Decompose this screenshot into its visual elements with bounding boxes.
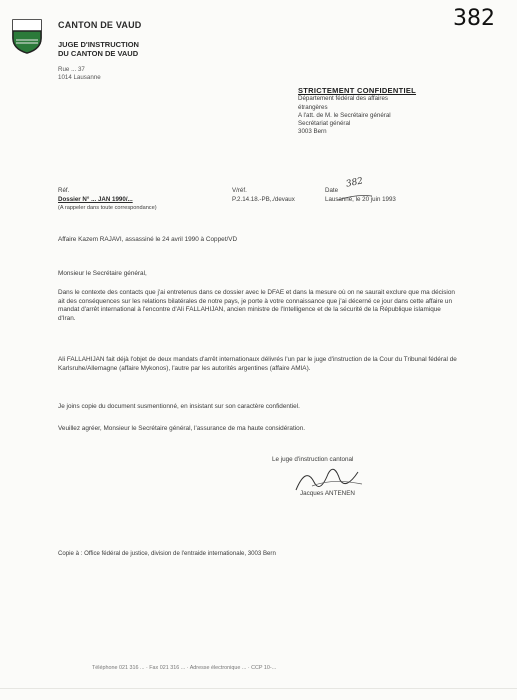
sender-address-line2: 1014 Lausanne [58,73,101,81]
sender-office-line1: JUGE D'INSTRUCTION [58,40,139,49]
ref-label: Réf. [58,187,70,194]
sender-office [58,40,178,58]
sender-office-line2: DU CANTON DE VAUD [58,49,139,58]
vref-block [232,187,295,204]
ref-note: (A rappeler dans toute correspondance) [58,205,157,211]
ref-value: Dossier N° ... JAN 1990/... [58,195,133,203]
canton-vaud-crest-icon [10,18,44,54]
date-label: Date [325,187,339,194]
signature-name: Jacques ANTENEN [300,490,355,497]
subject-line: Affaire Kazem RAJAVI, assassiné le 24 avril 1990 à Coppet/VD [58,236,238,243]
signature-title: Le juge d'instruction cantonal [272,456,354,463]
canton-name: CANTON DE VAUD [58,20,142,30]
recipient-line: Secrétariat général [298,120,351,128]
paragraph: Dans le contexte des contacts que j'ai entretenus dans ce dossier avec le DFAE et dans la mesure où on ne saurait exclure que ma décision ait des conséquences sur les relations bilatérales de notre pays, je porte à votre connaissance que j'ai décerné ce jour dans cette affaire un mandat d'arrêt international à l'encontre d'Ali FALLAHIJAN, ancien ministre de l'Intelligence et de la sécurité de la République islamique d'Iran. [58,289,455,322]
recipient-line: Département fédéral des affaires [298,95,388,103]
page-number: 382 [453,6,495,31]
recipient-block [298,87,416,137]
copy-line: Copie à : Office fédéral de justice, division de l'entraide internationale, 3003 Bern [58,550,276,557]
vref-value: P.2.14.18.-PB,./devaux [232,195,295,203]
footer-contacts: Téléphone 021 316 ... · Fax 021 316 ... · Adresse électronique ... · CCP 10-... [92,665,277,671]
handwritten-underline [336,186,376,206]
reference-block [58,187,157,213]
sender-address [58,66,101,81]
vref-label: V/réf. [232,187,247,194]
salutation: Monsieur le Secrétaire général, [58,270,147,277]
sender-address-line1: Rue ... 37 [58,66,85,73]
recipient-line: étrangères [298,103,328,111]
date-value: Lausanne, le 20 juin 1993 [325,195,396,203]
paragraph: Ali FALLAHIJAN fait déjà l'objet de deux mandats d'arrêt internationaux délivrés l'un par le juge d'instruction de la Cour du Tribunal fédéral de Karlsruhe/Allemagne (affaire Mykonos), l'autre par les autorités argentines (affaire AMIA). [58,356,457,372]
recipient-line: A l'att. de M. le Secrétaire général [298,111,391,119]
paragraph: Je joins copie du document susmentionné, en insistant sur son caractère confidentiel. [58,403,300,410]
paragraph: Veuillez agréer, Monsieur le Secrétaire général, l'assurance de ma haute considération. [58,425,306,432]
scan-edge [0,688,517,689]
recipient-line: 3003 Bern [298,128,327,136]
confidential-label: STRICTEMENT CONFIDENTIEL [298,86,417,95]
handwritten-note: 382 [345,176,365,190]
